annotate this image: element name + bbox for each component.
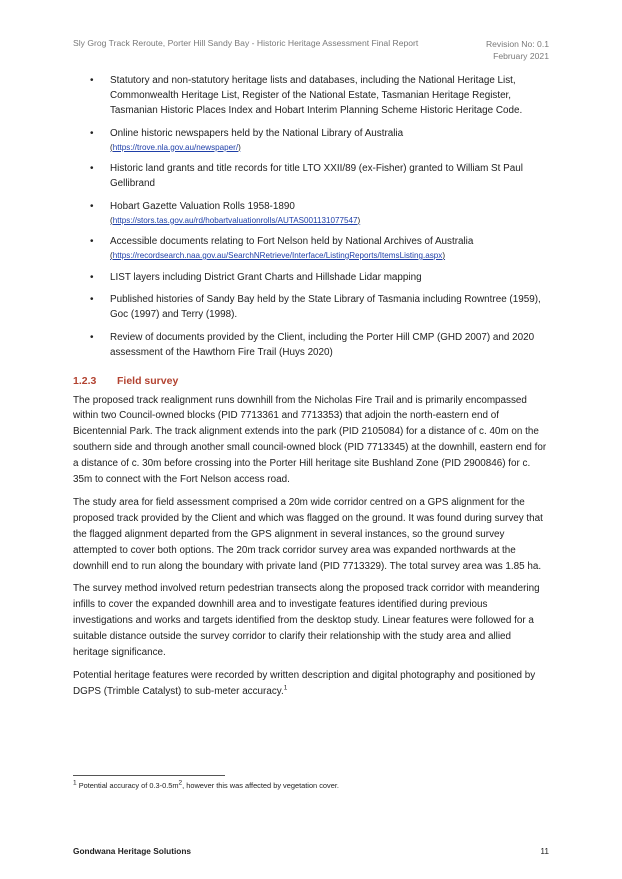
list-item bbox=[73, 161, 549, 191]
footer-company: Gondwana Heritage Solutions bbox=[73, 846, 192, 856]
header-title: Sly Grog Track Reroute, Porter Hill Sandy Bay - Historic Heritage Assessment Final Report bbox=[73, 38, 419, 48]
list-item-text: Hobart Gazette Valuation Rolls 1958-1890 bbox=[110, 200, 295, 212]
section-heading bbox=[73, 373, 549, 393]
list-item-link-wrap: (https://stors.tas.gov.au/rd/hobartvaluationrolls/AUTAS001131077547) bbox=[110, 215, 361, 225]
trove-link[interactable]: https://trove.nla.gov.au/newspaper/ bbox=[112, 142, 239, 152]
list-item bbox=[73, 73, 549, 118]
page-content bbox=[73, 73, 549, 707]
list-item bbox=[73, 126, 549, 154]
list-item-text: Accessible documents relating to Fort Nelson held by National Archives of Australia bbox=[110, 236, 474, 247]
paragraph: The proposed track realignment runs downhill from the Nicholas Fire Trail and is primarily encompassed within two Council-owned blocks (PID 7713361 and 7713353) that adjoin the north-eastern end of Bicentennial Park. The track alignment extends into the park (PID 2105084) for a distance of c. 40m on the southern side and through another small council-owned block (PID 7713345) at the downhill, eastern end for a distance of c. 30m before crossing into the Porter Hill heritage site Bushland Zone (PID 2900846) for c. 35m to connect with the Fort Nelson access road. bbox=[73, 394, 547, 486]
list-item-text: Statutory and non-statutory heritage lists and databases, including the National Heritage List, Commonwealth Heritage List, Register of the National Estate, Tasmanian Heritage Register, Tasmanian Historic Places Index and Hobart Interim Planning Scheme Historic Heritage Code. bbox=[110, 75, 523, 116]
list-item bbox=[73, 292, 549, 322]
header-revision: Revision No: 0.1 bbox=[485, 39, 549, 49]
bullet-icon: • bbox=[90, 75, 94, 86]
list-item-text: Historic land grants and title records for title LTO XXII/89 (ex-Fisher) granted to William St Paul Gellibrand bbox=[110, 163, 523, 189]
header-revision-block bbox=[486, 38, 549, 62]
bullet-icon: • bbox=[90, 331, 94, 343]
list-item-text: Online historic newspapers held by the National Library of Australia bbox=[110, 127, 404, 139]
valuation-rolls-link[interactable]: https://stors.tas.gov.au/rd/hobartvaluationrolls/AUTAS001131077547 bbox=[112, 215, 358, 225]
footnote-marker: 1 bbox=[73, 779, 77, 787]
list-item bbox=[73, 270, 549, 285]
bullet-icon: • bbox=[90, 271, 94, 283]
section-number: 1.2.3 bbox=[73, 374, 97, 387]
list-item-text: Published histories of Sandy Bay held by the State Library of Tasmania including Rowntree (1959), Goc (1997) and Terry (1998). bbox=[110, 294, 541, 320]
bullet-icon: • bbox=[90, 163, 94, 174]
list-item-link-wrap: (https://recordsearch.naa.gov.au/SearchNRetrieve/Interface/ListingReports/ItemsListing.aspx) bbox=[110, 251, 446, 260]
footnote-text-after: , however this was affected by vegetation cover. bbox=[182, 781, 339, 790]
footnote-text-before: Potential accuracy of 0.3-0.5m bbox=[78, 781, 179, 790]
footnote-reference[interactable]: 1 bbox=[283, 684, 288, 692]
list-item bbox=[73, 330, 549, 360]
list-item bbox=[73, 234, 549, 262]
section-title: Field survey bbox=[117, 374, 179, 387]
paragraph: The study area for field assessment comprised a 20m wide corridor centred on a GPS alignment for the proposed track provided by the Client and which was flagged on the ground. It was found during survey that the flagged alignment departed from the GPS alignment in several instances, so the ground survey attempted to cover both options. The 20m track corridor survey area was expanded northwards at the downhill end to run along the boundary with private land (PID 7713329). The total survey area was 1.85 ha. bbox=[73, 496, 543, 572]
paragraph bbox=[73, 668, 549, 700]
paragraph: The survey method involved return pedestrian transects along the proposed track corridor with meandering infills to cover the expanded downhill area and to investigate features identified during previous investigations and works and targets identified from the desktop study. Linear features were followed for a suitable distance outside the survey corridor to clarify their relationship with the study area and allied heritage significance. bbox=[73, 583, 540, 659]
list-item bbox=[73, 199, 549, 227]
sources-list bbox=[73, 73, 549, 360]
bullet-icon: • bbox=[90, 200, 94, 212]
footnote bbox=[73, 781, 339, 790]
bullet-icon: • bbox=[90, 236, 94, 247]
bullet-icon: • bbox=[90, 294, 94, 305]
list-item-text: Review of documents provided by the Client, including the Porter Hill CMP (GHD 2007) and 2020 assessment of the Hawthorn Fire Trail (Huys 2020) bbox=[110, 331, 535, 358]
paragraph-text: Potential heritage features were recorded by written description and digital photography and positioned by DGPS (Trimble Catalyst) to sub-meter accuracy. bbox=[73, 670, 536, 697]
footer-page-number: 11 bbox=[540, 846, 549, 856]
footnote-superscript: 2 bbox=[178, 779, 183, 787]
list-item-text: LIST layers including District Grant Charts and Hillshade Lidar mapping bbox=[110, 271, 422, 283]
header-date: February 2021 bbox=[493, 51, 549, 61]
naa-recordsearch-link[interactable]: https://recordsearch.naa.gov.au/SearchNRetrieve/Interface/ListingReports/ItemsListing.aspx bbox=[112, 251, 443, 260]
bullet-icon: • bbox=[90, 127, 94, 139]
footnote-divider bbox=[73, 775, 225, 776]
list-item-link-wrap: (https://trove.nla.gov.au/newspaper/) bbox=[110, 142, 241, 152]
